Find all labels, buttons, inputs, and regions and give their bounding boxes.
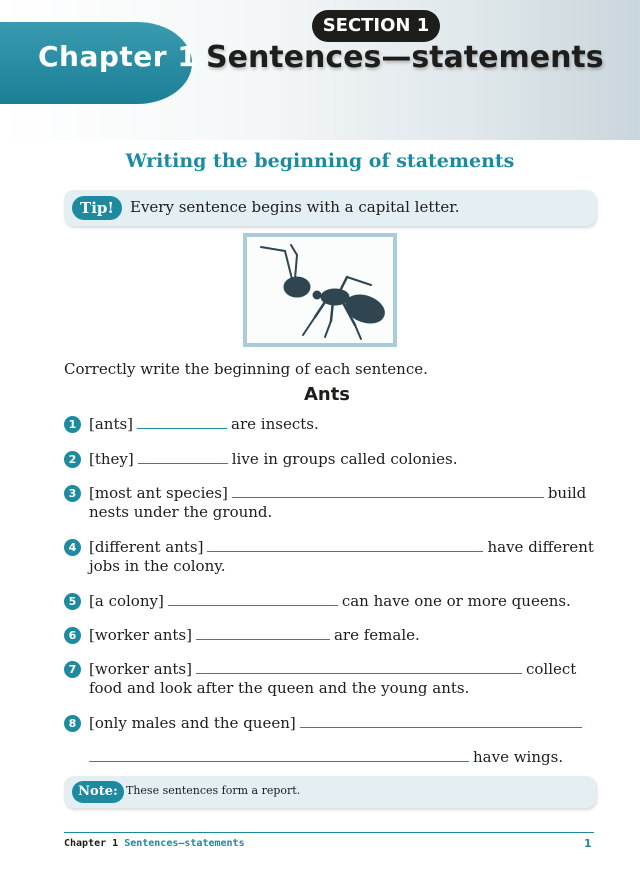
item-prompt: [they] [89,450,134,468]
footer-divider [64,832,594,833]
item-line [89,483,586,503]
item-continuation: have wings. [473,748,564,766]
item-line [89,537,594,557]
item-number: 7 [64,661,81,678]
item-number: 3 [64,485,81,502]
item-number: 6 [64,627,81,644]
item-after: build [547,484,587,502]
answer-blank[interactable] [89,747,469,762]
item-continuation: jobs in the colony. [89,557,226,575]
list-item [64,537,604,579]
item-line [89,591,571,611]
item-after: live in groups called colonies. [231,450,458,468]
answer-blank[interactable] [232,483,544,498]
item-prompt: [worker ants] [89,660,192,678]
section-badge: SECTION 1 [312,10,440,42]
list-item [64,483,604,525]
page-number: 1 [584,837,592,850]
answer-blank[interactable] [137,414,227,429]
tip-label: Tip! [72,196,122,220]
item-prompt: [worker ants] [89,626,192,644]
item-prompt: [a colony] [89,592,164,610]
list-item [64,659,604,701]
footer-section: Sentences—statements [124,838,245,849]
chapter-label: Chapter 1 [38,40,198,73]
item-prompt: [most ant species] [89,484,228,502]
section-subtitle: Writing the beginning of statements [125,150,515,172]
tip-text: Every sentence begins with a capital letter. [130,198,460,216]
item-line [89,625,420,645]
item-after: have different [487,538,594,556]
answer-blank[interactable] [207,537,483,552]
item-number: 8 [64,715,81,732]
note-text: These sentences form a report. [126,784,301,797]
item-continuation: food and look after the queen and the young ants. [89,679,470,697]
item-after: can have one or more queens. [341,592,571,610]
item-prompt: [different ants] [89,538,204,556]
item-number: 2 [64,451,81,468]
note-box [64,776,596,808]
ant-image [243,233,397,347]
answer-blank[interactable] [196,659,522,674]
item-continuation: nests under the ground. [89,503,273,521]
footer-chapter: Chapter 1 [64,838,119,849]
list-item [64,713,604,767]
note-label: Note: [72,781,124,803]
tip-box [64,190,596,226]
item-line [89,414,319,434]
page-title: Sentences—statements [206,40,604,75]
item-number: 5 [64,593,81,610]
ant-icon [247,237,393,343]
item-line [89,713,586,733]
item-number: 1 [64,416,81,433]
answer-blank[interactable] [196,625,330,640]
instruction: Correctly write the beginning of each sentence. [64,360,428,378]
item-after: are insects. [231,415,319,433]
answer-blank[interactable] [138,449,228,464]
item-line [89,659,576,679]
answer-blank[interactable] [168,591,338,606]
footer-running-head [64,838,245,849]
item-number: 4 [64,539,81,556]
item-line [89,449,457,469]
item-after: collect [525,660,577,678]
item-prompt: [only males and the queen] [89,714,296,732]
item-continuation-line [89,747,563,767]
item-prompt: [ants] [89,415,134,433]
answer-blank[interactable] [300,713,582,728]
item-after: are female. [333,626,420,644]
story-title: Ants [303,384,351,405]
